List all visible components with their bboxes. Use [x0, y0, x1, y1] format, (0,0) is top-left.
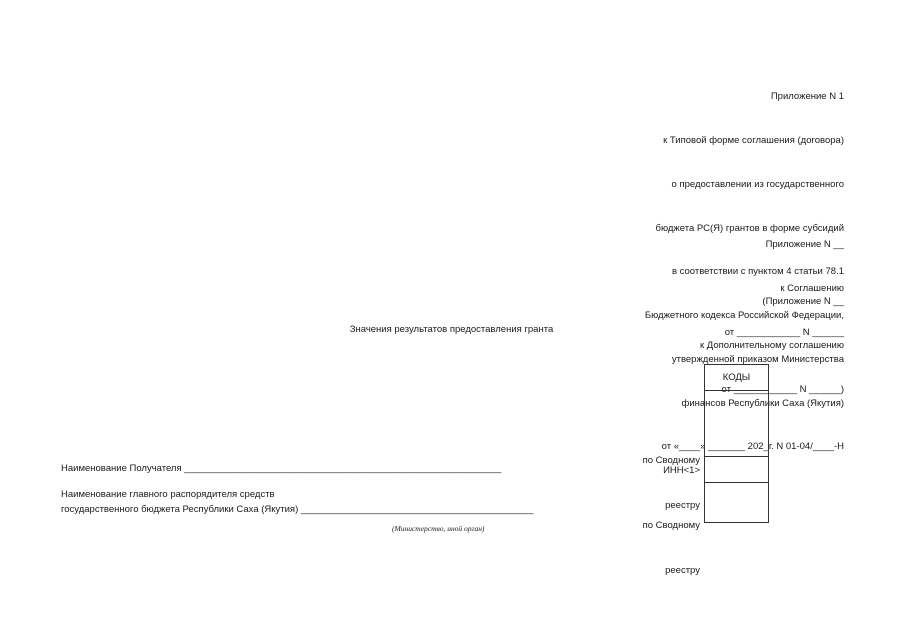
registry-label-1-line1: по Сводному: [642, 455, 700, 466]
manager-note: (Министерство, иной орган): [392, 524, 485, 533]
annex-agreement-line: Приложение N __: [765, 239, 844, 251]
registry-label-1-line2: реестру: [665, 500, 700, 511]
annex-agreement-line: от ____________ N ______: [724, 326, 844, 338]
manager-label-line1: Наименование главного распорядителя средств: [61, 489, 275, 500]
annex-main-line: бюджета РС(Я) грантов в форме субсидий: [655, 222, 844, 234]
registry-label-2: [643, 488, 700, 593]
annex-additional-line: от ____________ N ______): [721, 383, 844, 395]
codes-cell-inn[interactable]: [704, 456, 769, 483]
recipient-name-field[interactable]: Наименование Получателя ____________________________________________________________: [61, 463, 502, 474]
annex-agreement-line: к Соглашению: [780, 282, 844, 294]
annex-main-line: Приложение N 1: [770, 91, 844, 103]
codes-header: КОДЫ: [704, 364, 769, 391]
codes-cell-registry-1[interactable]: [704, 390, 769, 457]
inn-label: ИНН<1>: [663, 465, 700, 476]
annex-main-line: Бюджетного кодекса Российской Федерации,: [644, 310, 844, 322]
document-title-row: [0, 324, 905, 335]
annex-main-line: к Типовой форме соглашения (договора): [663, 134, 844, 146]
annex-additional-line: к Дополнительному соглашению: [699, 339, 844, 351]
registry-label-2-line2: реестру: [665, 565, 700, 576]
codes-cell-registry-2[interactable]: [704, 482, 769, 523]
annex-main-line: утвержденной приказом Министерства: [671, 353, 844, 365]
registry-label-2-line1: по Сводному: [642, 520, 700, 531]
document-title: Значения результатов предоставления гранта: [349, 324, 554, 335]
annex-main-line: о предоставлении из государственного: [671, 178, 844, 190]
annex-main-line: от «____» _______ 202_г. N 01-04/____-Н: [661, 441, 844, 453]
annex-additional-line: (Приложение N __: [762, 296, 844, 308]
annex-main-line: в соответствии с пунктом 4 статьи 78.1: [671, 266, 844, 278]
manager-name-field[interactable]: государственного бюджета Республики Саха (Якутия) ____________________________________________: [61, 504, 534, 515]
annex-main-line: финансов Республики Саха (Якутия): [681, 397, 844, 409]
